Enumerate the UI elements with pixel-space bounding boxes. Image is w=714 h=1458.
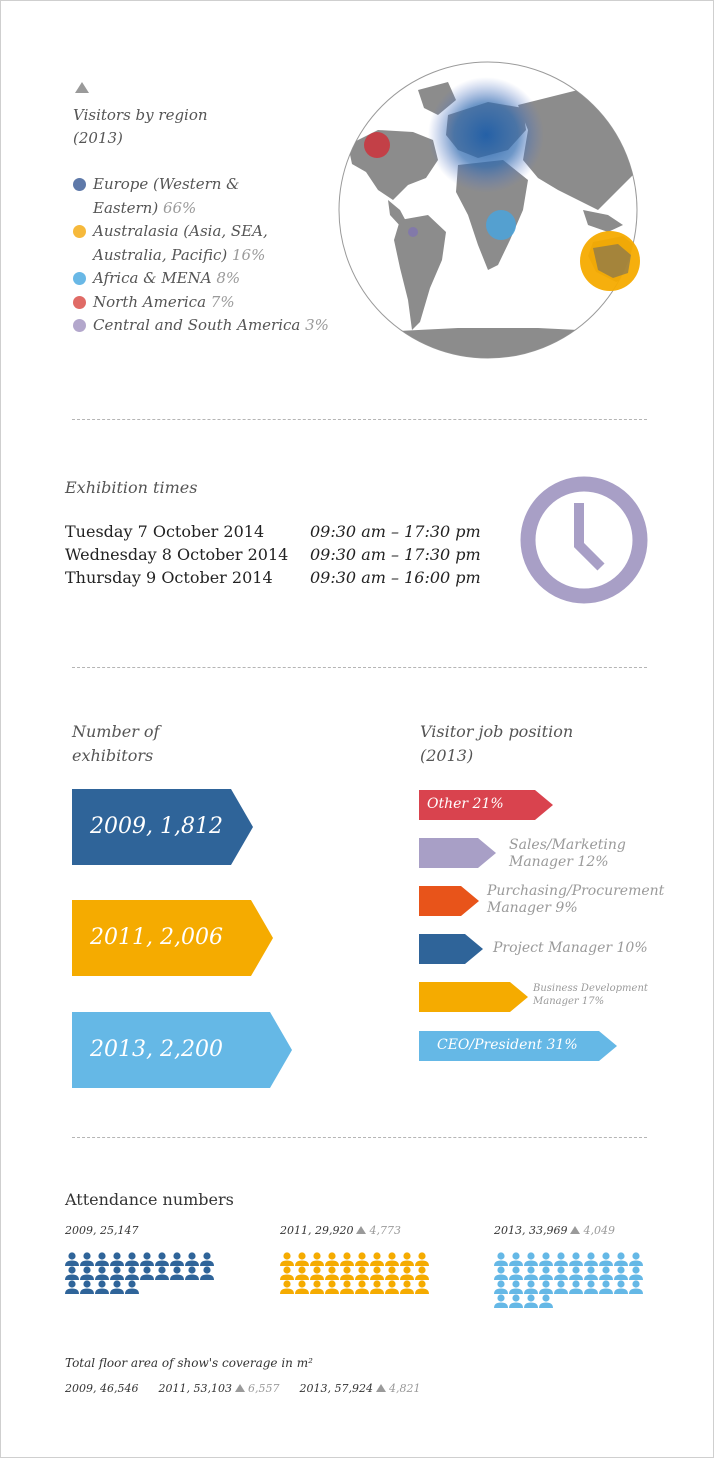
person-icon	[554, 1266, 568, 1280]
person-icon	[494, 1252, 508, 1266]
increase-triangle-icon	[570, 1226, 580, 1234]
job-bar	[419, 982, 709, 1012]
person-icon	[509, 1266, 523, 1280]
exhibition-times-title: Exhibition times	[65, 478, 198, 497]
exhibitor-bar	[72, 1012, 292, 1088]
increase-triangle-icon	[376, 1384, 386, 1392]
person-icon	[554, 1252, 568, 1266]
floor-area-value: 2011, 53,103	[158, 1382, 232, 1395]
legend-label: Australasia (Asia, SEA, Australia, Pacific)	[93, 222, 268, 264]
times-row	[65, 520, 481, 543]
legend-pct: 3%	[305, 316, 329, 334]
person-icon	[325, 1252, 339, 1266]
person-icon	[170, 1266, 184, 1280]
times-day: Wednesday 8 October 2014	[65, 545, 289, 564]
job-bar	[419, 883, 709, 916]
legend-item	[73, 314, 343, 338]
person-icon	[295, 1280, 309, 1294]
person-icon	[584, 1266, 598, 1280]
person-icon	[355, 1252, 369, 1266]
person-icon	[494, 1294, 508, 1308]
person-icon	[65, 1280, 79, 1294]
floor-area-value: 2009, 46,546	[65, 1382, 139, 1395]
person-icon	[340, 1266, 354, 1280]
legend-dot-icon	[73, 178, 86, 191]
attendance-pictogram	[280, 1252, 430, 1298]
exhibitor-bar	[72, 789, 253, 865]
person-icon	[539, 1252, 553, 1266]
floor-area-value: 2013, 57,924	[299, 1382, 373, 1395]
person-icon	[95, 1252, 109, 1266]
world-map-globe	[338, 60, 648, 360]
increase-triangle-icon	[356, 1226, 366, 1234]
exhibitor-label: 2011, 2,006	[90, 925, 223, 950]
times-row	[65, 566, 481, 589]
person-icon	[614, 1266, 628, 1280]
job-arrow-polygon	[419, 934, 483, 964]
person-icon	[509, 1294, 523, 1308]
section-divider-2	[72, 667, 647, 668]
person-icon	[355, 1266, 369, 1280]
person-icon	[110, 1280, 124, 1294]
person-icon	[340, 1280, 354, 1294]
person-icon	[584, 1280, 598, 1294]
person-icon	[170, 1252, 184, 1266]
person-icon	[599, 1280, 613, 1294]
floor-area-item	[158, 1382, 279, 1395]
person-icon	[125, 1280, 139, 1294]
person-icon	[125, 1266, 139, 1280]
person-icon	[140, 1252, 154, 1266]
attendance-delta: 4,773	[369, 1224, 401, 1237]
person-icon	[310, 1280, 324, 1294]
job-bar	[419, 790, 709, 820]
person-icon	[524, 1252, 538, 1266]
person-icon	[95, 1266, 109, 1280]
person-icon	[524, 1266, 538, 1280]
job-label: Purchasing/Procurement Manager 9%	[487, 883, 665, 916]
job-arrow-shape	[419, 886, 479, 916]
person-icon	[400, 1266, 414, 1280]
person-icon	[110, 1266, 124, 1280]
legend-label: Central and South America	[93, 316, 306, 334]
person-icon	[310, 1252, 324, 1266]
floor-area-title: Total floor area of show's coverage in m²	[65, 1356, 313, 1370]
person-icon	[80, 1280, 94, 1294]
legend-item	[73, 291, 343, 315]
job-label: Business Development Manager 17%	[533, 983, 648, 1007]
job-arrow-shape	[419, 934, 483, 964]
person-icon	[554, 1280, 568, 1294]
legend-dot-icon	[73, 272, 86, 285]
region-legend	[73, 173, 343, 338]
person-icon	[509, 1252, 523, 1266]
person-icon	[599, 1252, 613, 1266]
job-label: CEO/President 31%	[437, 1037, 578, 1053]
floor-area-values	[65, 1382, 440, 1395]
person-icon	[400, 1280, 414, 1294]
times-hours: 09:30 am – 16:00 pm	[310, 568, 481, 587]
person-icon	[415, 1266, 429, 1280]
person-icon	[95, 1280, 109, 1294]
person-icon	[80, 1266, 94, 1280]
legend-dot-icon	[73, 319, 86, 332]
legend-label: North America	[93, 292, 211, 311]
job-label: Other 21%	[427, 796, 504, 812]
times-hours: 09:30 am – 17:30 pm	[310, 545, 481, 564]
person-icon	[569, 1266, 583, 1280]
legend-item	[73, 220, 278, 267]
region-title: Visitors by region (2013)	[73, 106, 208, 147]
legend-item	[73, 173, 243, 220]
person-icon	[584, 1252, 598, 1266]
person-icon	[415, 1252, 429, 1266]
job-label: Project Manager 10%	[493, 940, 648, 956]
exhibition-times-table	[65, 520, 481, 589]
person-icon	[185, 1266, 199, 1280]
person-icon	[310, 1266, 324, 1280]
times-hours: 09:30 am – 17:30 pm	[310, 522, 481, 541]
legend-dot-icon	[73, 296, 86, 309]
job-arrow-polygon	[419, 838, 496, 868]
person-icon	[200, 1252, 214, 1266]
floor-area-delta: 4,821	[388, 1382, 421, 1395]
person-icon	[629, 1280, 643, 1294]
person-icon	[494, 1266, 508, 1280]
person-icon	[524, 1280, 538, 1294]
clock-icon	[520, 470, 650, 610]
section-divider-3	[72, 1137, 647, 1138]
person-icon	[370, 1252, 384, 1266]
africa-bubble	[486, 210, 516, 240]
legend-pct: 16%	[232, 245, 266, 264]
section-divider-1	[72, 419, 647, 420]
attendance-delta: 4,049	[583, 1224, 615, 1237]
person-icon	[400, 1252, 414, 1266]
person-icon	[325, 1280, 339, 1294]
person-icon	[494, 1280, 508, 1294]
person-icon	[280, 1280, 294, 1294]
person-icon	[295, 1266, 309, 1280]
person-icon	[80, 1252, 94, 1266]
exhibitor-label: 2009, 1,812	[90, 814, 223, 839]
job-label: Sales/Marketing Manager 12%	[509, 837, 626, 870]
person-icon	[280, 1266, 294, 1280]
exhibitor-bar	[72, 900, 273, 976]
person-icon	[65, 1266, 79, 1280]
person-icon	[355, 1280, 369, 1294]
person-icon	[65, 1252, 79, 1266]
floor-area-delta: 6,557	[247, 1382, 280, 1395]
legend-dot-icon	[73, 225, 86, 238]
attendance-title: Attendance numbers	[65, 1190, 234, 1209]
floor-area-item	[299, 1382, 420, 1395]
times-day: Thursday 9 October 2014	[65, 568, 273, 587]
person-icon	[569, 1252, 583, 1266]
person-icon	[325, 1266, 339, 1280]
person-icon	[155, 1252, 169, 1266]
person-icon	[280, 1252, 294, 1266]
person-icon	[295, 1252, 309, 1266]
person-icon	[385, 1252, 399, 1266]
increase-triangle-icon	[235, 1384, 245, 1392]
exhibitors-title: Number of exhibitors	[72, 722, 160, 765]
person-icon	[140, 1266, 154, 1280]
times-day: Tuesday 7 October 2014	[65, 522, 265, 541]
job-arrow-polygon	[419, 886, 479, 916]
person-icon	[370, 1280, 384, 1294]
attendance-caption	[494, 1224, 615, 1237]
person-icon	[569, 1280, 583, 1294]
person-icon	[539, 1266, 553, 1280]
exhibitor-label: 2013, 2,200	[90, 1037, 223, 1062]
legend-pct: 66%	[162, 198, 197, 217]
person-icon	[629, 1266, 643, 1280]
person-icon	[125, 1252, 139, 1266]
triangle-marker-icon	[75, 82, 89, 93]
job-position-title: Visitor job position (2013)	[420, 722, 574, 765]
times-row	[65, 543, 481, 566]
antarctica-landmass	[368, 328, 628, 360]
job-bar	[419, 1031, 709, 1061]
attendance-caption	[65, 1224, 138, 1237]
north-america-bubble	[364, 132, 390, 158]
person-icon	[200, 1266, 214, 1280]
job-arrow-shape	[419, 838, 496, 868]
person-icon	[385, 1280, 399, 1294]
person-icon	[614, 1252, 628, 1266]
job-arrow-shape	[419, 982, 528, 1012]
person-icon	[185, 1252, 199, 1266]
attendance-pictogram	[494, 1252, 644, 1312]
person-icon	[539, 1280, 553, 1294]
attendance-value: 2013, 33,969	[494, 1224, 568, 1237]
floor-area-item	[65, 1382, 138, 1395]
legend-label: Europe (Western & Eastern)	[93, 175, 240, 217]
person-icon	[110, 1252, 124, 1266]
europe-bubble	[428, 77, 544, 193]
person-icon	[599, 1266, 613, 1280]
person-icon	[155, 1266, 169, 1280]
attendance-value: 2009, 25,147	[65, 1224, 139, 1237]
job-bar	[419, 838, 709, 868]
legend-pct: 7%	[210, 292, 235, 311]
attendance-pictogram	[65, 1252, 215, 1298]
job-arrow-polygon	[419, 982, 528, 1012]
person-icon	[629, 1252, 643, 1266]
person-icon	[524, 1294, 538, 1308]
person-icon	[385, 1266, 399, 1280]
legend-item	[73, 267, 343, 291]
person-icon	[415, 1280, 429, 1294]
attendance-caption	[280, 1224, 401, 1237]
person-icon	[539, 1294, 553, 1308]
south-america-bubble	[408, 227, 418, 237]
attendance-value: 2011, 29,920	[280, 1224, 354, 1237]
job-bar	[419, 934, 709, 964]
person-icon	[370, 1266, 384, 1280]
person-icon	[340, 1252, 354, 1266]
legend-label: Africa & MENA	[93, 269, 217, 287]
person-icon	[509, 1280, 523, 1294]
person-icon	[614, 1280, 628, 1294]
legend-pct: 8%	[216, 269, 241, 287]
